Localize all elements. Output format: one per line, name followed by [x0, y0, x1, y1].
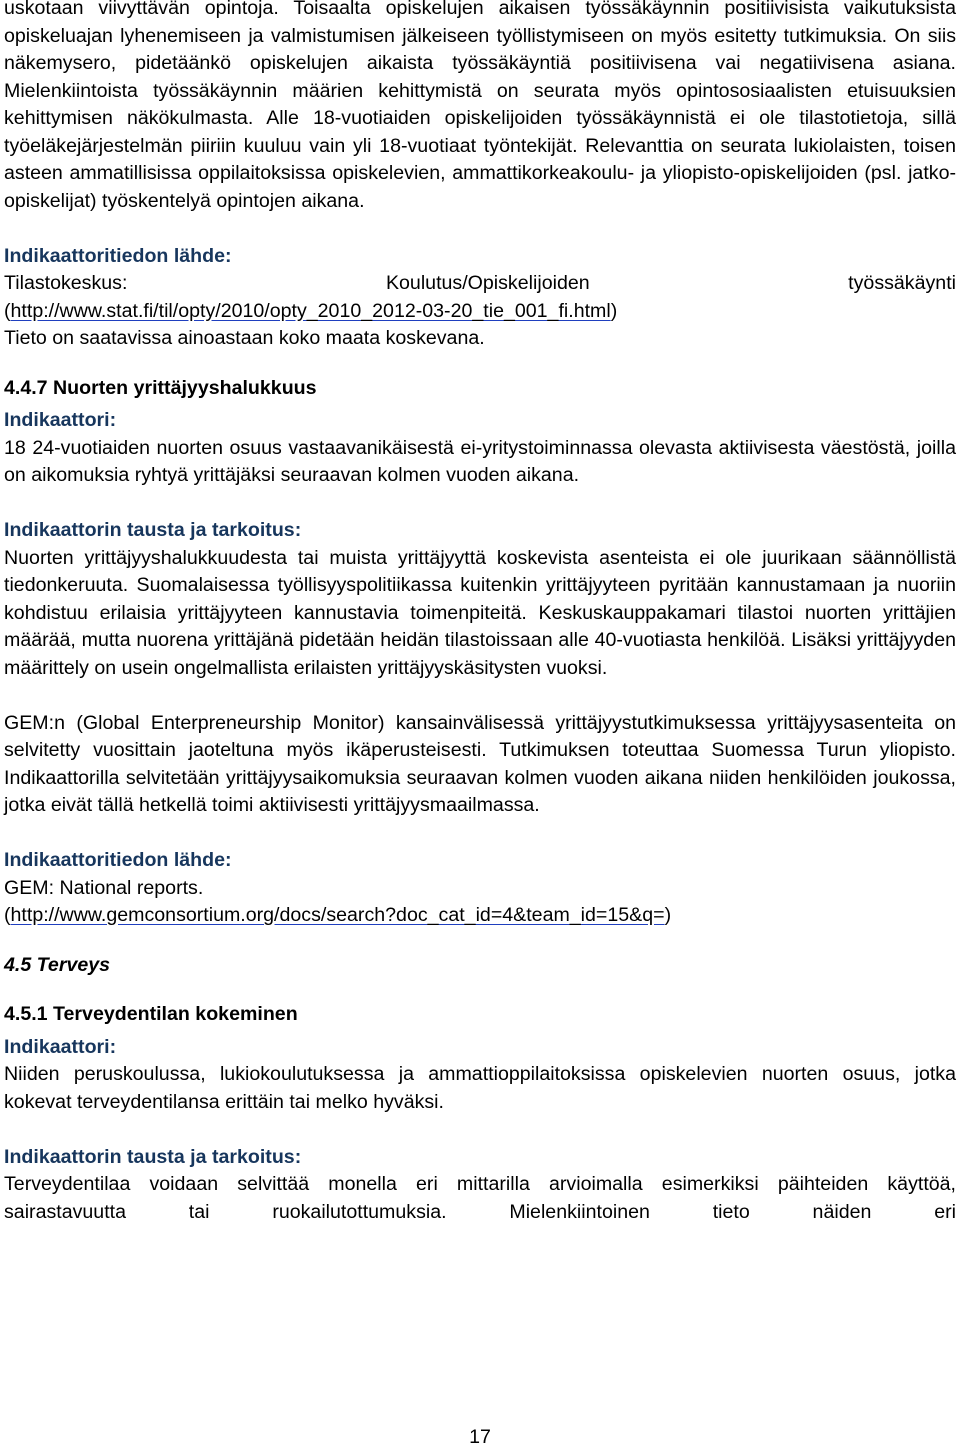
page-number: 17 [469, 1426, 491, 1448]
paren-close: ) [610, 299, 618, 322]
paren-open: ( [4, 904, 11, 926]
gem-source-line: GEM: National reports. [4, 876, 204, 899]
statistics-link[interactable]: http://www.stat.fi/til/opty/2010/opty_2010_2012-03-20_tie_001_fi.html [10, 299, 611, 322]
background-label-health: Indikaattorin tausta ja tarkoitus: [4, 1145, 302, 1168]
gem-link[interactable]: http://www.gemconsortium.org/docs/search?doc_cat_id=4&team_id=15&q= [10, 904, 665, 926]
source-link-line [4, 298, 956, 326]
background-text: Nuorten yrittäjyyshalukkuudesta tai muista yrittäjyyttä koskevista asenteista ei ole juurikaan säännöllistä tiedonkeruuta. Suomalaisessa työllisyyspolitiikassa kuitenkin yrittäjyyteen pyritään kannustamaan ja nuoriin kohdistuu erilaisia yrittäjyyteen kannustavia toimenpiteitä. Keskuskauppakamari tilastoi nuorten yrittäjien määrää, mutta nuorena yrittäjänä pidetään heidän tilastoissaan alle 40-vuotiasta henkilöä. Lisäksi yrittäjyyden määrittely on usein ongelmallista erilaisten yrittäjyyskäsitysten vuoksi. [4, 546, 956, 679]
indicator-text: 18 24-vuotiaiden nuorten osuus vastaavanikäisestä ei-yritystoiminnassa olevasta aktiivisesta väestöstä, joilla on aikomuksia ryhtyä yrittäjäksi seuraavan kolmen vuoden aikana. [4, 436, 956, 486]
source-line: Tilastokeskus: Koulutus/Opiskelijoiden työssäkäynti [4, 272, 956, 294]
background-label: Indikaattorin tausta ja tarkoitus: [4, 519, 302, 541]
gem-link-line [4, 902, 956, 930]
indicator-label-health: Indikaattori: [4, 1035, 117, 1058]
section-heading-4-4-7: 4.4.7 Nuorten yrittäjyyshalukkuus [4, 376, 317, 399]
section-heading-4-5: 4.5 Terveys [4, 953, 111, 976]
source-label-gem: Indikaattoritiedon lähde: [4, 849, 232, 871]
source-note: Tieto on saatavissa ainoastaan koko maata koskevana. [4, 327, 485, 349]
page-content [4, 0, 956, 1226]
section-heading-4-5-1: 4.5.1 Terveydentilan kokeminen [4, 1003, 298, 1025]
indicator-label: Indikaattori: [4, 409, 117, 431]
background-text-health: Terveydentilaa voidaan selvittää monella eri mittarilla arvioimalla esimerkiksi päihteiden käyttöä, sairastavuutta tai ruokailutottumuksia. Mielenkiintoinen tieto näiden eri [4, 1173, 956, 1223]
paren-open: ( [4, 299, 11, 322]
intro-paragraph: uskotaan viivyttävän opintoja. Toisaalta opiskelujen aikaisen työssäkäynnin positiivisista vaikutuksista opiskeluajan lyhenemiseen ja valmistumisen jälkeiseen työllistymiseen on myös esitetty tutkimuksia. On siis näkemysero, pidetäänkö opiskelujen aikaista työssäkäyntiä positiivisena vai negatiivisena asiana. Mielenkiintoista työssäkäynnin määrien kehittymistä on seurata myös opintososiaalisten etuisuuksien kehittymisen näkökulmasta. Alle 18-vuotiaiden opiskelijoiden työssäkäynnistä ei ole tilastotietoja, sillä työeläkejärjestelmän piiriin kuuluu vain yli 18-vuotiaat työntekijät. Relevanttia on seurata lukiolaisten, toisen asteen ammatillisissa oppilaitoksissa opiskelevien, ammattikorkeakoulu- ja yliopisto-opiskelijoiden (psl. jatko-opiskelijat) työskentelyä opintojen aikana. [4, 0, 956, 212]
source-label: Indikaattoritiedon lähde: [4, 244, 232, 267]
paren-close: ) [664, 904, 672, 926]
indicator-text-health: Niiden peruskoulussa, lukiokoulutuksessa ja ammattioppilaitoksissa opiskelevien nuorten osuus, jotka kokevat terveydentilansa erittäin tai melko hyväksi. [4, 1063, 956, 1113]
gem-paragraph: GEM:n (Global Enterpreneurship Monitor) kansainvälisessä yrittäjyystutkimuksessa yrittäjyysasenteita on selvitetty vuosittain jaoteltuna myös ikäperusteisesti. Tutkimuksen toteuttaa Suomessa Turun yliopisto. Indikaattorilla selvitetään yrittäjyysaikomuksia seuraavan kolmen vuoden aikana niiden henkilöiden joukossa, jotka eivät tällä hetkellä toimi aktiivisesti yrittäjyysmaailmassa. [4, 711, 956, 816]
